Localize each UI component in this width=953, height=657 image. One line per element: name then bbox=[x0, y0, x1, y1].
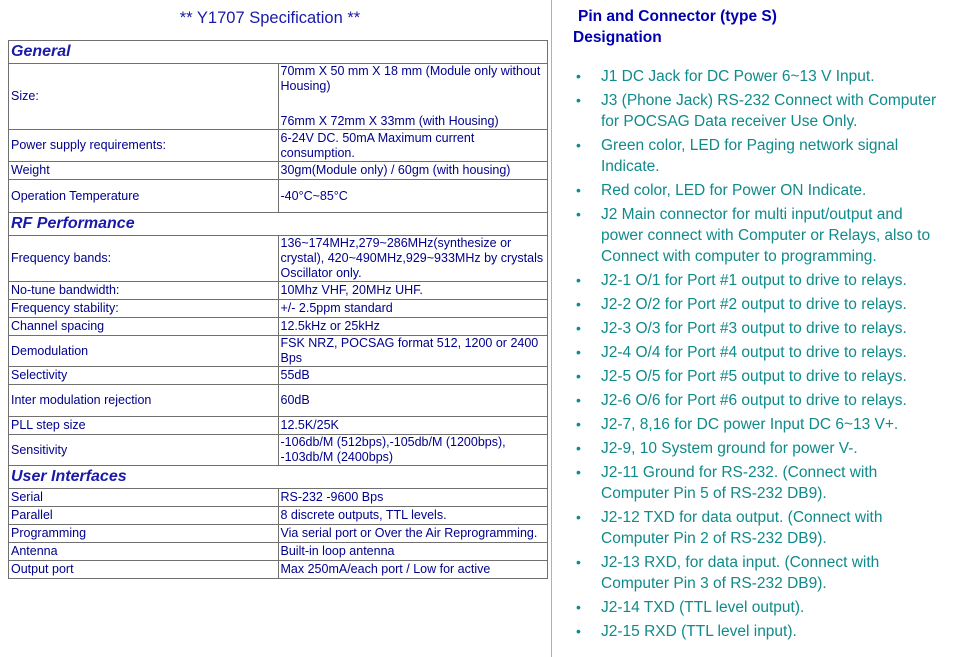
spec-value-cell bbox=[278, 282, 548, 300]
spec-label: Frequency bands: bbox=[9, 236, 279, 282]
pin-item-text: J1 DC Jack for DC Power 6~13 V Input. bbox=[601, 68, 875, 85]
pin-panel bbox=[552, 0, 953, 657]
pin-item-text: J2-6 O/6 for Port #6 output to drive to relays. bbox=[601, 392, 907, 409]
spec-value: 136~174MHz,279~286MHz(synthesize or crystal), 420~490MHz,929~933MHz by crystals Oscillator only. bbox=[280, 236, 544, 280]
bullet-icon: • bbox=[576, 623, 581, 639]
pin-item-text: J2-12 TXD for data output. (Connect with Computer Pin 2 of RS-232 DB9). bbox=[601, 509, 883, 547]
spec-title: ** Y1707 Specification ** bbox=[179, 9, 361, 27]
spec-value-cell bbox=[278, 417, 548, 435]
spec-value: 30gm(Module only) / 60gm (with housing) bbox=[280, 163, 511, 177]
pin-item bbox=[552, 462, 953, 504]
spec-label: Inter modulation rejection bbox=[9, 385, 279, 417]
bullet-icon: • bbox=[576, 392, 581, 408]
spec-row bbox=[9, 561, 548, 579]
pin-item-text: J2-1 O/1 for Port #1 output to drive to relays. bbox=[601, 272, 907, 289]
spec-label: Sensitivity bbox=[9, 435, 279, 466]
spec-row bbox=[9, 435, 548, 466]
spec-row bbox=[9, 417, 548, 435]
pin-item bbox=[552, 597, 953, 618]
bullet-icon: • bbox=[576, 272, 581, 288]
pin-item bbox=[552, 621, 953, 642]
spec-table bbox=[8, 40, 548, 579]
spec-value: 55dB bbox=[280, 368, 310, 382]
spec-value: FSK NRZ, POCSAG format 512, 1200 or 2400 Bps bbox=[280, 336, 539, 365]
pin-title bbox=[573, 6, 777, 48]
pin-item bbox=[552, 294, 953, 315]
spec-label: Parallel bbox=[9, 507, 279, 525]
spec-value-cell bbox=[278, 64, 548, 130]
pin-item bbox=[552, 318, 953, 339]
pin-item-text: J2-7, 8,16 for DC power Input DC 6~13 V+. bbox=[601, 416, 899, 433]
bullet-icon: • bbox=[576, 509, 581, 525]
spec-label: Serial bbox=[9, 489, 279, 507]
spec-label: Operation Temperature bbox=[9, 180, 279, 213]
spec-value: Max 250mA/each port / Low for active bbox=[280, 562, 491, 576]
spec-label: Channel spacing bbox=[9, 318, 279, 336]
spec-row bbox=[9, 130, 548, 162]
spec-label: Frequency stability: bbox=[9, 300, 279, 318]
spec-row bbox=[9, 318, 548, 336]
pin-list bbox=[552, 66, 953, 645]
bullet-icon: • bbox=[576, 554, 581, 570]
spec-label: Demodulation bbox=[9, 336, 279, 367]
spec-value: RS-232 -9600 Bps bbox=[280, 490, 384, 504]
spec-value: 12.5K/25K bbox=[280, 418, 339, 432]
pin-item bbox=[552, 270, 953, 291]
spec-label: Antenna bbox=[9, 543, 279, 561]
spec-value: 6-24V DC. 50mA Maximum current consumption. bbox=[280, 130, 475, 160]
section-row bbox=[9, 41, 548, 64]
spec-value-cell bbox=[278, 435, 548, 466]
bullet-icon: • bbox=[576, 182, 581, 198]
spec-value-cell bbox=[278, 367, 548, 385]
spec-row bbox=[9, 282, 548, 300]
spec-value: -106db/M (512bps),-105db/M (1200bps), -103db/M (2400bps) bbox=[280, 435, 506, 464]
spec-value-cell bbox=[278, 507, 548, 525]
pin-item-text: J2-15 RXD (TTL level input). bbox=[601, 623, 797, 640]
spec-value: 10Mhz VHF, 20MHz UHF. bbox=[280, 283, 423, 297]
spec-row bbox=[9, 64, 548, 130]
bullet-icon: • bbox=[576, 320, 581, 336]
spec-value: 12.5kHz or 25kHz bbox=[280, 319, 380, 333]
pin-item-text: J2-3 O/3 for Port #3 output to drive to relays. bbox=[601, 320, 907, 337]
spec-row bbox=[9, 300, 548, 318]
bullet-icon: • bbox=[576, 92, 581, 108]
pin-item bbox=[552, 135, 953, 177]
pin-item-text: J2-13 RXD, for data input. (Connect with Computer Pin 3 of RS-232 DB9). bbox=[601, 554, 880, 592]
pin-item bbox=[552, 204, 953, 267]
section-heading: User Interfaces bbox=[9, 466, 548, 489]
pin-title-line-2: Designation bbox=[573, 29, 662, 46]
spec-value-cell bbox=[278, 180, 548, 213]
pin-item-text: J2-14 TXD (TTL level output). bbox=[601, 599, 805, 616]
section-row bbox=[9, 213, 548, 236]
spec-value-cell bbox=[278, 162, 548, 180]
bullet-icon: • bbox=[576, 296, 581, 312]
spec-value-cell bbox=[278, 561, 548, 579]
section-row bbox=[9, 466, 548, 489]
spec-row bbox=[9, 543, 548, 561]
spec-row bbox=[9, 385, 548, 417]
spec-value: Built-in loop antenna bbox=[280, 544, 395, 558]
pin-item bbox=[552, 414, 953, 435]
bullet-icon: • bbox=[576, 68, 581, 84]
pin-item bbox=[552, 390, 953, 411]
pin-item bbox=[552, 342, 953, 363]
spec-row bbox=[9, 489, 548, 507]
section-heading: General bbox=[9, 41, 548, 64]
bullet-icon: • bbox=[576, 137, 581, 153]
pin-title-line-1: Pin and Connector (type S) bbox=[578, 8, 777, 25]
spec-label: PLL step size bbox=[9, 417, 279, 435]
spec-row bbox=[9, 162, 548, 180]
spec-label: Programming bbox=[9, 525, 279, 543]
spec-label: Selectivity bbox=[9, 367, 279, 385]
spec-value-cell bbox=[278, 236, 548, 282]
pin-item bbox=[552, 180, 953, 201]
spec-value-cell bbox=[278, 300, 548, 318]
section-heading: RF Performance bbox=[9, 213, 548, 236]
spec-label: No-tune bandwidth: bbox=[9, 282, 279, 300]
spec-value-cell bbox=[278, 525, 548, 543]
spec-value: 76mm X 72mm X 33mm (with Housing) bbox=[280, 114, 499, 128]
bullet-icon: • bbox=[576, 416, 581, 432]
bullet-icon: • bbox=[576, 599, 581, 615]
spec-value-cell bbox=[278, 318, 548, 336]
pin-item-text: Green color, LED for Paging network signal Indicate. bbox=[601, 137, 899, 175]
spec-row bbox=[9, 367, 548, 385]
pin-item-text: J2-4 O/4 for Port #4 output to drive to relays. bbox=[601, 344, 907, 361]
spec-value: 70mm X 50 mm X 18 mm (Module only without Housing) bbox=[280, 64, 541, 93]
spec-value-cell bbox=[278, 130, 548, 162]
spec-row bbox=[9, 525, 548, 543]
pin-item-text: J2-5 O/5 for Port #5 output to drive to relays. bbox=[601, 368, 907, 385]
pin-item bbox=[552, 552, 953, 594]
pin-item-text: J2-2 O/2 for Port #2 output to drive to relays. bbox=[601, 296, 907, 313]
pin-item-text: J2 Main connector for multi input/output and power connect with Computer or Relays, also to Connect with computer to programming. bbox=[601, 206, 931, 265]
bullet-icon: • bbox=[576, 440, 581, 456]
spec-value: 60dB bbox=[280, 393, 310, 407]
spec-value: 8 discrete outputs, TTL levels. bbox=[280, 508, 447, 522]
spec-label: Power supply requirements: bbox=[9, 130, 279, 162]
pin-item-text: J3 (Phone Jack) RS-232 Connect with Computer for POCSAG Data receiver Use Only. bbox=[601, 92, 937, 130]
pin-item bbox=[552, 366, 953, 387]
spec-value: +/- 2.5ppm standard bbox=[280, 301, 393, 315]
spec-value-cell bbox=[278, 336, 548, 367]
bullet-icon: • bbox=[576, 206, 581, 222]
pin-item-text: Red color, LED for Power ON Indicate. bbox=[601, 182, 867, 199]
spec-label: Output port bbox=[9, 561, 279, 579]
spec-label: Size: bbox=[9, 64, 279, 130]
spec-value: -40°C~85°C bbox=[280, 188, 348, 203]
pin-item bbox=[552, 66, 953, 87]
spec-row bbox=[9, 236, 548, 282]
bullet-icon: • bbox=[576, 344, 581, 360]
bullet-icon: • bbox=[576, 464, 581, 480]
pin-item bbox=[552, 90, 953, 132]
spec-value-cell bbox=[278, 543, 548, 561]
spec-value-cell bbox=[278, 489, 548, 507]
spec-value: Via serial port or Over the Air Reprogramming. bbox=[280, 526, 538, 540]
spec-row bbox=[9, 180, 548, 213]
bullet-icon: • bbox=[576, 368, 581, 384]
spec-label: Weight bbox=[9, 162, 279, 180]
pin-item-text: J2-11 Ground for RS-232. (Connect with Computer Pin 5 of RS-232 DB9). bbox=[601, 464, 878, 502]
pin-item-text: J2-9, 10 System ground for power V-. bbox=[601, 440, 858, 457]
spec-row bbox=[9, 507, 548, 525]
pin-item bbox=[552, 438, 953, 459]
pin-item bbox=[552, 507, 953, 549]
spec-value-cell bbox=[278, 385, 548, 417]
spec-row bbox=[9, 336, 548, 367]
